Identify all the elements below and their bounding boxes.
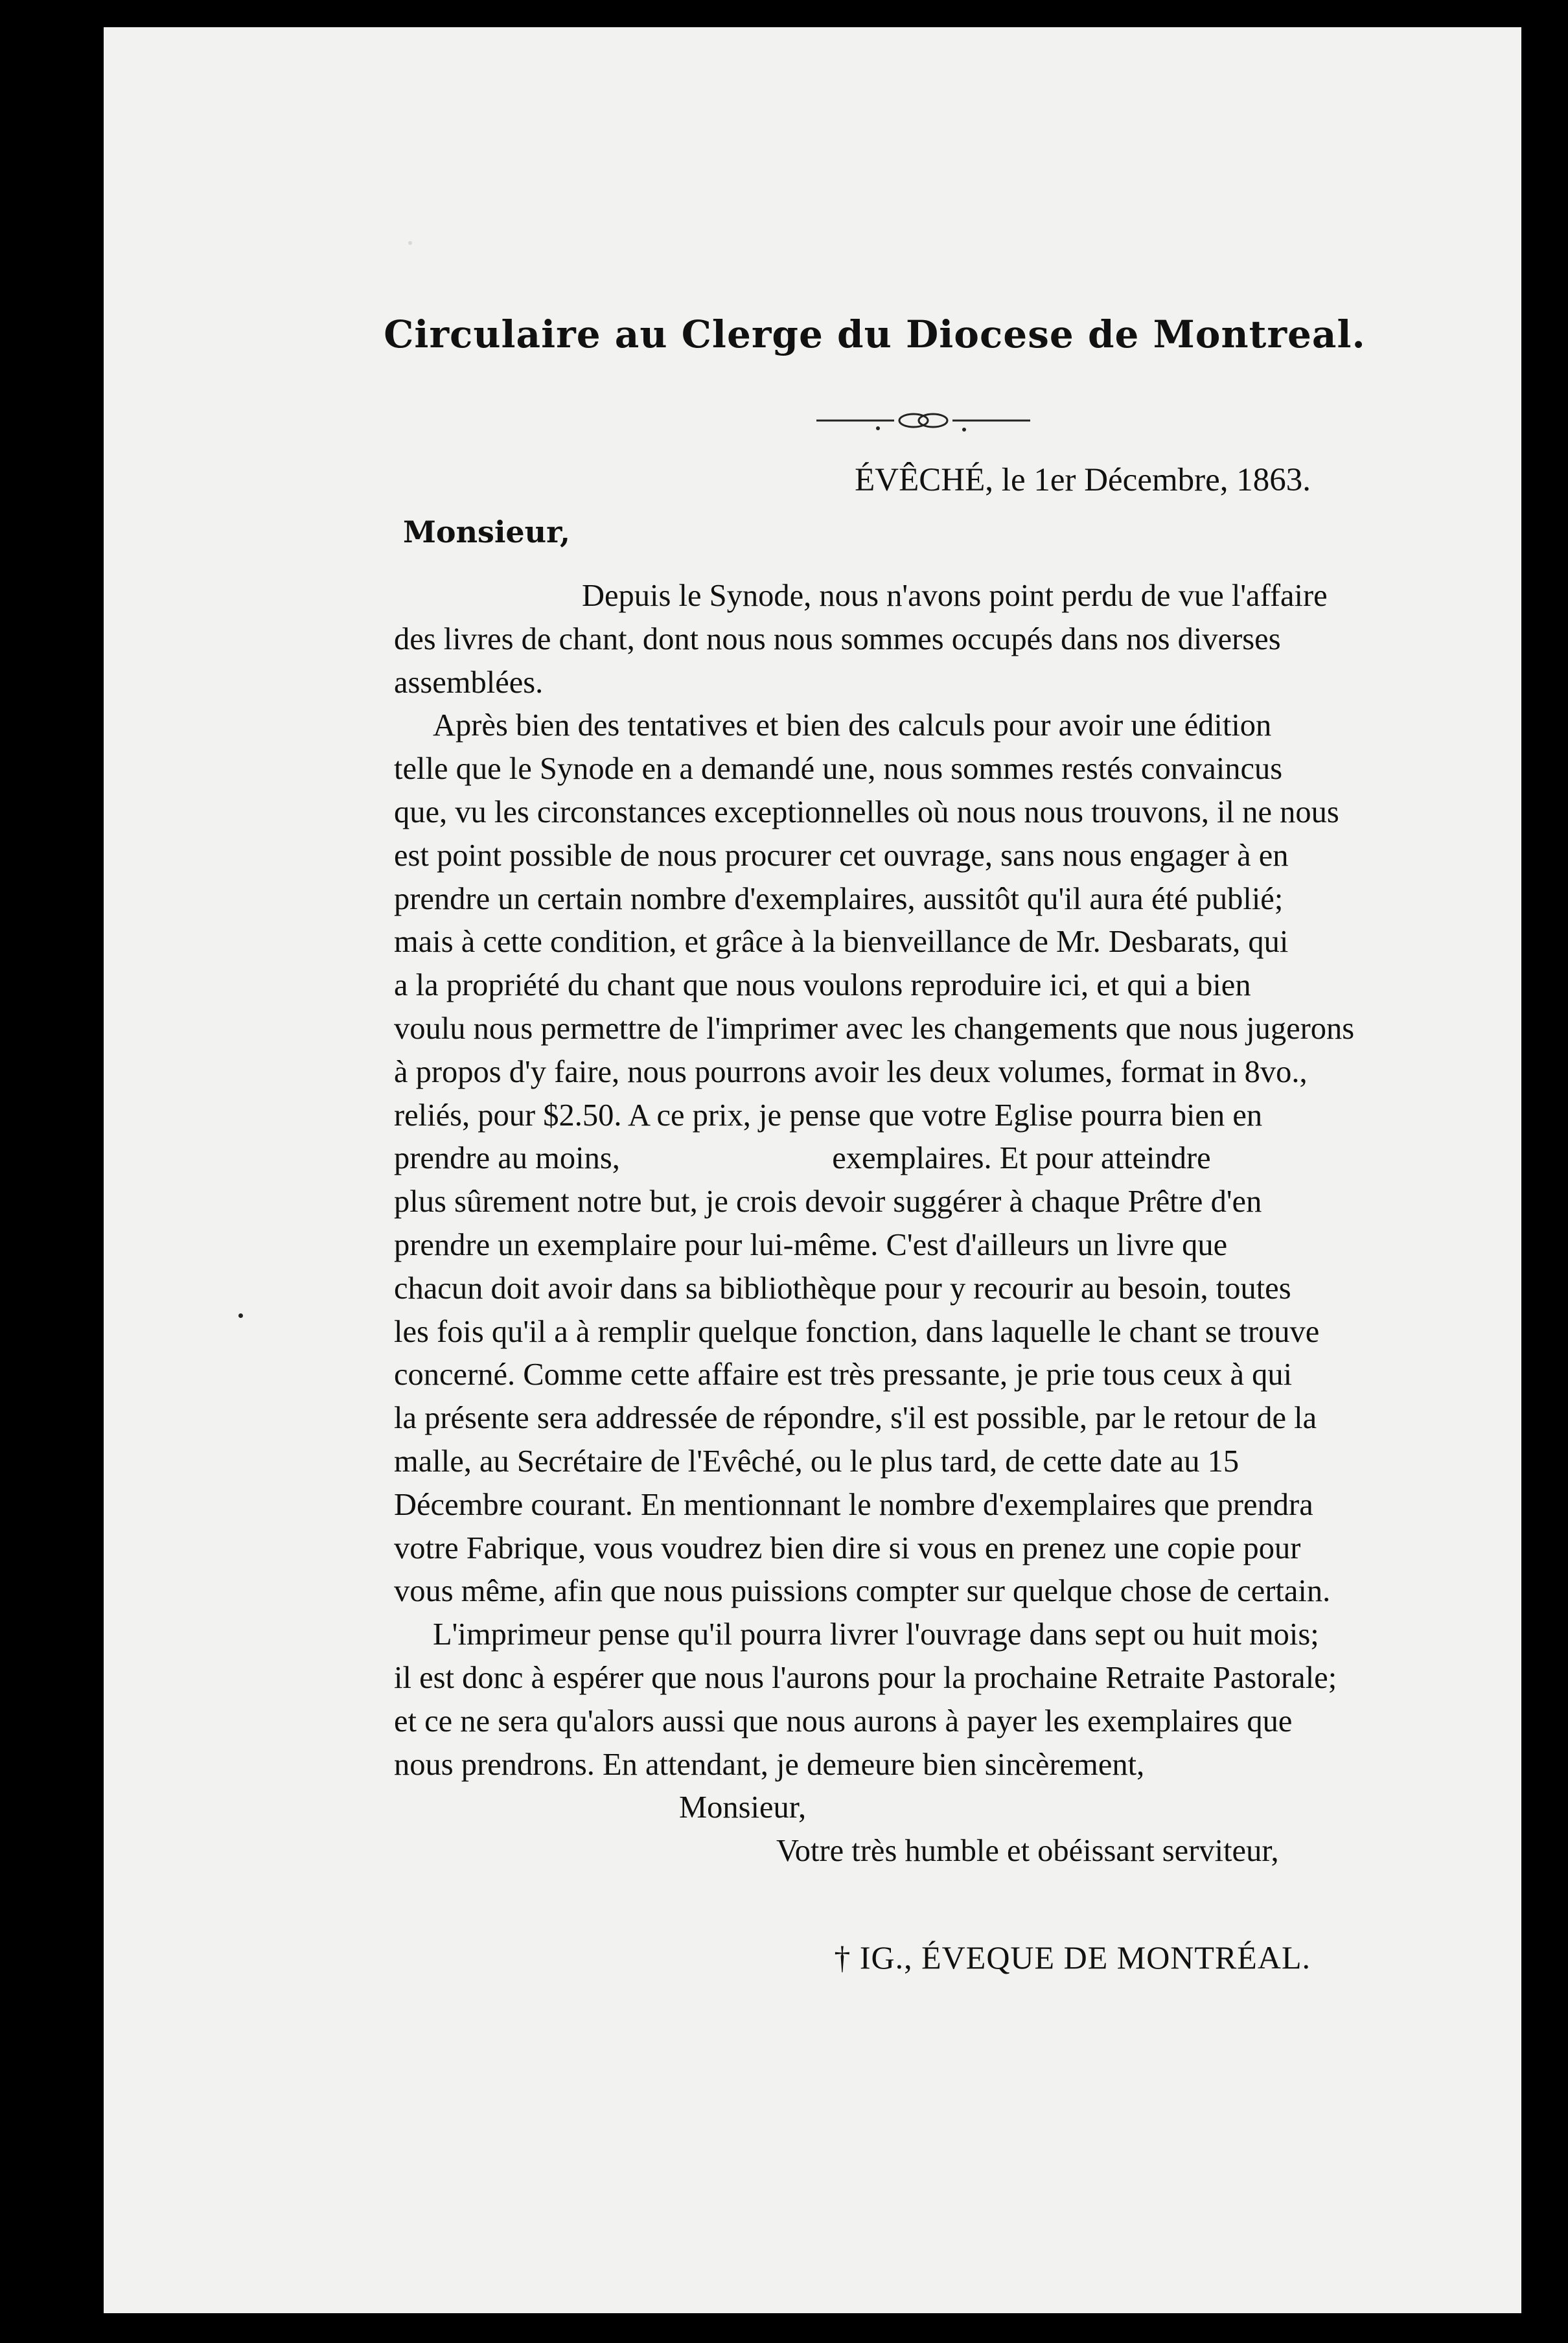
text-line: a la propriété du chant que nous voulons reproduire ici, et qui a bien [394, 968, 1251, 1003]
text-line: Après bien des tentatives et bien des calculs pour avoir une édition [433, 708, 1272, 743]
text-line: malle, au Secrétaire de l'Evêché, ou le plus tard, de cette date au 15 [394, 1444, 1239, 1479]
text-line: il est donc à espérer que nous l'aurons pour la prochaine Retraite Pastorale; [394, 1660, 1337, 1695]
salutation: Monsieur, [403, 514, 571, 549]
text-line: L'imprimeur pense qu'il pourra livrer l'ouvrage dans sept ou huit mois; [433, 1617, 1319, 1652]
margin-mark [238, 1313, 243, 1318]
ornament-divider-icon [816, 406, 1030, 435]
paragraph-1 [394, 575, 1444, 704]
text-line: vous même, afin que nous puissions compter sur quelque chose de certain. [394, 1574, 1331, 1609]
dateline: ÉVÊCHÉ, le 1er Décembre, 1863. [855, 462, 1311, 498]
text-line: que, vu les circonstances exceptionnelles où nous nous trouvons, il ne nous [394, 794, 1339, 829]
text-line: Depuis le Synode, nous n'avons point perdu de vue l'affaire [582, 579, 1328, 613]
text-line: mais à cette condition, et grâce à la bienveillance de Mr. Desbarats, qui [394, 925, 1289, 960]
text-line: Décembre courant. En mentionnant le nombre d'exemplaires que prendra [394, 1487, 1313, 1522]
signature: † IG., ÉVEQUE DE MONTRÉAL. [834, 1939, 1311, 1976]
text-line: voulu nous permettre de l'imprimer avec les changements que nous jugerons [394, 1011, 1355, 1046]
letter-body [394, 575, 1444, 1873]
text-line: concerné. Comme cette affaire est très pressante, je prie tous ceux à qui [394, 1357, 1293, 1392]
text-line: et ce ne sera qu'alors aussi que nous aurons à payer les exemplaires que [394, 1703, 1293, 1738]
text-line: prendre au moins, exemplaires. Et pour atteindre [394, 1141, 1211, 1176]
document-title: Circulaire au Clerge du Diocese de Montreal. [384, 312, 1366, 356]
text-line: telle que le Synode en a demandé une, nous sommes restés convaincus [394, 752, 1283, 787]
text-line: est point possible de nous procurer cet ouvrage, sans nous engager à en [394, 838, 1289, 873]
paragraph-3 [394, 1613, 1444, 1786]
text-line: les fois qu'il a à remplir quelque fonction, dans laquelle le chant se trouve [394, 1314, 1320, 1349]
text-line: votre Fabrique, vous voudrez bien dire si vous en prenez une copie pour [394, 1530, 1301, 1565]
document-page [104, 27, 1521, 2313]
text-line: assemblées. [394, 665, 544, 700]
closing-line: Votre très humble et obéissant serviteur, [776, 1834, 1279, 1869]
text-line: nous prendrons. En attendant, je demeure bien sincèrement, [394, 1747, 1145, 1782]
paper-speck [408, 241, 412, 245]
text-line: reliés, pour $2.50. A ce prix, je pense que votre Eglise pourra bien en [394, 1098, 1263, 1133]
closing-salutation: Monsieur, [679, 1790, 807, 1825]
text-line: plus sûrement notre but, je crois devoir suggérer à chaque Prêtre d'en [394, 1184, 1262, 1219]
text-line: des livres de chant, dont nous nous sommes occupés dans nos diverses [394, 621, 1281, 656]
text-line: chacun doit avoir dans sa bibliothèque pour y recourir au besoin, toutes [394, 1271, 1291, 1306]
text-line: prendre un exemplaire pour lui-même. C'est d'ailleurs un livre que [394, 1227, 1228, 1262]
text-line: la présente sera addressée de répondre, s'il est possible, par le retour de la [394, 1401, 1317, 1436]
paragraph-2 [394, 704, 1444, 1613]
text-line: à propos d'y faire, nous pourrons avoir les deux volumes, format in 8vo., [394, 1054, 1308, 1089]
text-line: prendre un certain nombre d'exemplaires, aussitôt qu'il aura été publié; [394, 881, 1284, 916]
